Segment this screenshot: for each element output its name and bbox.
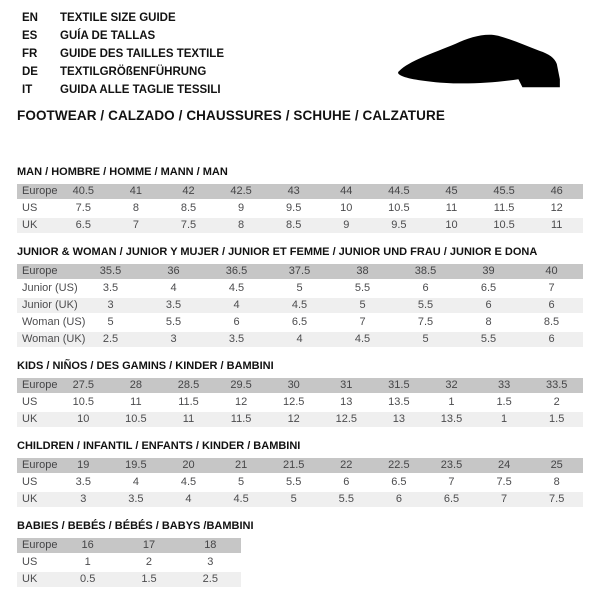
size-cell: 4 xyxy=(233,299,240,311)
size-cell: 6.5 xyxy=(480,282,497,294)
size-cell: 42 xyxy=(182,185,195,197)
size-tables xyxy=(17,166,583,600)
size-cell: 31.5 xyxy=(388,379,410,391)
size-cell: 0.5 xyxy=(80,573,96,585)
size-cell: 6 xyxy=(485,299,492,311)
size-cell: 11.5 xyxy=(230,413,252,425)
section-title-junior-woman: JUNIOR & WOMAN / JUNIOR Y MUJER / JUNIOR ET FEMME / JUNIOR UND FRAU / JUNIOR E DONA xyxy=(17,246,538,258)
language-code: ES xyxy=(22,30,38,42)
size-cell: 7 xyxy=(132,219,139,231)
size-cell: 4.5 xyxy=(180,476,197,488)
section-title-babies: BABIES / BEBÉS / BÉBÉS / BABYS /BAMBINI xyxy=(17,520,254,532)
size-cell: 1.5 xyxy=(141,573,157,585)
size-cell: 5 xyxy=(359,299,366,311)
size-cell: 4 xyxy=(185,493,192,505)
size-cell: 10.5 xyxy=(72,396,94,408)
size-cell: 7.5 xyxy=(417,316,434,328)
size-cell: 4 xyxy=(132,476,139,488)
size-cell: 8 xyxy=(553,476,560,488)
size-cell: 5 xyxy=(422,333,429,345)
row-label: Woman (UK) xyxy=(22,333,86,345)
size-table-man xyxy=(17,184,583,233)
size-cell: 8 xyxy=(132,202,139,214)
size-cell: 29.5 xyxy=(230,379,252,391)
row-label: UK xyxy=(22,413,38,425)
language-label: TEXTILGRÖßENFÜHRUNG xyxy=(60,66,207,78)
size-cell: 18 xyxy=(204,539,217,551)
category-title: FOOTWEAR / CALZADO / CHAUSSURES / SCHUHE / CALZATURE xyxy=(17,108,445,123)
size-cell: 6 xyxy=(233,316,240,328)
language-row-en xyxy=(22,9,224,27)
size-cell: 3 xyxy=(107,299,114,311)
size-cell: 4.5 xyxy=(233,493,249,505)
size-cell: 6.5 xyxy=(75,219,91,231)
size-cell: 21.5 xyxy=(282,459,305,471)
size-cell: 16 xyxy=(81,539,94,551)
size-cell: 10.5 xyxy=(493,219,515,231)
table-row-europe xyxy=(17,184,583,199)
size-cell: 5.5 xyxy=(480,333,497,345)
size-cell: 23.5 xyxy=(440,459,463,471)
size-cell: 7 xyxy=(448,476,455,488)
size-cell: 20 xyxy=(182,459,195,471)
size-cell: 7.5 xyxy=(549,493,565,505)
table-row-uk xyxy=(17,218,583,233)
table-row-junior-uk- xyxy=(17,298,583,313)
size-cell: 31 xyxy=(340,379,353,391)
size-cell: 24 xyxy=(497,459,511,471)
size-cell: 3.5 xyxy=(75,476,91,488)
row-label: Europe xyxy=(22,539,58,551)
table-row-europe xyxy=(17,458,583,473)
size-cell: 33.5 xyxy=(545,379,568,391)
size-cell: 30 xyxy=(287,379,300,391)
size-cell: 19 xyxy=(77,459,90,471)
size-cell: 10 xyxy=(77,413,90,425)
table-row-uk xyxy=(17,572,241,587)
size-cell: 10.5 xyxy=(388,202,410,214)
size-cell: 1 xyxy=(448,396,455,408)
dress-shoe-icon xyxy=(393,30,573,94)
section-title-children: CHILDREN / INFANTIL / ENFANTS / KINDER / BAMBINI xyxy=(17,440,301,452)
size-cell: 42.5 xyxy=(230,185,252,197)
size-cell: 10 xyxy=(340,202,353,214)
row-label: US xyxy=(22,202,38,214)
size-cell: 19.5 xyxy=(125,459,147,471)
table-row-europe xyxy=(17,538,241,553)
size-cell: 7 xyxy=(359,316,366,328)
size-cell: 3 xyxy=(207,556,214,568)
size-cell: 11.5 xyxy=(493,202,515,214)
size-cell: 21 xyxy=(234,459,248,471)
size-cell: 5.5 xyxy=(338,493,354,505)
table-row-europe xyxy=(17,264,583,279)
size-cell: 6 xyxy=(395,493,402,505)
size-cell: 9 xyxy=(343,219,350,231)
size-cell: 8 xyxy=(485,316,492,328)
size-cell: 4 xyxy=(170,282,177,294)
size-cell: 6 xyxy=(548,299,555,311)
language-code: DE xyxy=(22,66,38,78)
language-list xyxy=(22,9,224,99)
language-label: GUIDA ALLE TAGLIE TESSILI xyxy=(60,84,221,96)
table-row-woman-uk- xyxy=(17,332,583,347)
size-cell: 3 xyxy=(170,333,177,345)
row-label: Europe xyxy=(22,459,58,471)
section-junior-woman xyxy=(17,246,583,347)
section-children xyxy=(17,440,583,507)
size-cell: 37.5 xyxy=(288,265,311,277)
size-cell: 1.5 xyxy=(549,413,565,425)
size-cell: 39 xyxy=(482,265,495,277)
size-cell: 45 xyxy=(445,185,458,197)
size-cell: 12.5 xyxy=(282,396,305,408)
table-row-europe xyxy=(17,378,583,393)
section-title-kids: KIDS / NIÑOS / DES GAMINS / KINDER / BAMBINI xyxy=(17,360,274,372)
size-cell: 22 xyxy=(340,459,353,471)
size-table-babies xyxy=(17,538,241,587)
size-cell: 6.5 xyxy=(443,493,460,505)
size-cell: 32 xyxy=(445,379,458,391)
row-label: Europe xyxy=(22,185,58,197)
size-cell: 5 xyxy=(290,493,297,505)
size-cell: 11.5 xyxy=(178,396,199,408)
size-cell: 40.5 xyxy=(72,185,94,197)
size-cell: 6 xyxy=(548,333,555,345)
size-cell: 22.5 xyxy=(388,459,410,471)
language-label: GUIDE DES TAILLES TEXTILE xyxy=(60,48,224,60)
size-cell: 11 xyxy=(550,219,563,231)
size-cell: 13 xyxy=(340,396,353,408)
size-table-children xyxy=(17,458,583,507)
section-man xyxy=(17,166,583,233)
table-row-us xyxy=(17,555,241,570)
size-cell: 11 xyxy=(130,396,142,408)
size-cell: 46 xyxy=(550,185,563,197)
size-cell: 2.5 xyxy=(202,573,218,585)
size-cell: 12.5 xyxy=(335,413,357,425)
size-cell: 1 xyxy=(501,413,508,425)
size-cell: 28 xyxy=(129,379,143,391)
size-cell: 7.5 xyxy=(75,202,91,214)
size-cell: 12 xyxy=(550,202,563,214)
size-cell: 9.5 xyxy=(391,219,407,231)
size-cell: 17 xyxy=(142,539,156,551)
table-row-us xyxy=(17,475,583,490)
table-row-woman-us- xyxy=(17,315,583,330)
size-cell: 45.5 xyxy=(493,185,515,197)
language-code: EN xyxy=(22,12,38,24)
size-cell: 3.5 xyxy=(128,493,144,505)
size-cell: 44 xyxy=(340,185,353,197)
size-cell: 3.5 xyxy=(165,299,182,311)
size-cell: 11 xyxy=(445,202,458,214)
size-cell: 3.5 xyxy=(102,282,119,294)
size-cell: 10 xyxy=(445,219,458,231)
row-label: UK xyxy=(22,493,38,505)
size-cell: 6.5 xyxy=(291,316,308,328)
language-code: FR xyxy=(22,48,38,60)
size-cell: 5 xyxy=(296,282,303,294)
size-cell: 27.5 xyxy=(72,379,94,391)
size-cell: 7.5 xyxy=(496,476,512,488)
table-row-us xyxy=(17,201,583,216)
row-label: US xyxy=(22,476,38,488)
size-cell: 13.5 xyxy=(388,396,410,408)
language-row-fr xyxy=(22,45,224,63)
size-cell: 8.5 xyxy=(286,219,302,231)
size-cell: 7 xyxy=(501,493,508,505)
size-cell: 6 xyxy=(343,476,350,488)
size-cell: 11 xyxy=(182,413,195,425)
size-cell: 36 xyxy=(167,265,180,277)
row-label: Woman (US) xyxy=(22,316,86,328)
language-code: IT xyxy=(22,84,33,96)
language-row-de xyxy=(22,63,224,81)
table-row-uk xyxy=(17,492,583,507)
size-cell: 6.5 xyxy=(391,476,407,488)
size-cell: 5 xyxy=(238,476,245,488)
table-row-junior-us- xyxy=(17,281,583,296)
size-cell: 5.5 xyxy=(286,476,302,488)
size-cell: 4.5 xyxy=(291,299,308,311)
size-cell: 1.5 xyxy=(496,396,512,408)
table-row-us xyxy=(17,395,583,410)
size-cell: 3 xyxy=(80,493,87,505)
row-label: Junior (UK) xyxy=(22,299,78,311)
size-cell: 35.5 xyxy=(99,265,122,277)
size-cell: 5.5 xyxy=(354,282,371,294)
size-cell: 2 xyxy=(145,556,153,568)
row-label: US xyxy=(22,396,38,408)
size-cell: 43 xyxy=(287,185,300,197)
size-cell: 8.5 xyxy=(543,316,560,328)
size-cell: 1 xyxy=(84,556,91,568)
language-label: TEXTILE SIZE GUIDE xyxy=(60,12,176,24)
size-cell: 7.5 xyxy=(180,219,197,231)
row-label: UK xyxy=(22,219,38,231)
size-cell: 25 xyxy=(550,459,563,471)
size-cell: 36.5 xyxy=(225,265,248,277)
size-cell: 10.5 xyxy=(125,413,147,425)
size-cell: 4.5 xyxy=(354,333,371,345)
size-cell: 3.5 xyxy=(228,333,245,345)
size-cell: 13 xyxy=(392,413,406,425)
size-cell: 8 xyxy=(238,219,245,231)
size-cell: 4.5 xyxy=(228,282,245,294)
size-cell: 12 xyxy=(234,396,248,408)
row-label: US xyxy=(22,556,38,568)
size-cell: 2.5 xyxy=(102,333,119,345)
size-cell: 9 xyxy=(238,202,245,214)
size-cell: 6 xyxy=(422,282,429,294)
row-label: Junior (US) xyxy=(22,282,78,294)
size-cell: 5.5 xyxy=(417,299,434,311)
size-cell: 13.5 xyxy=(440,413,463,425)
size-cell: 40 xyxy=(545,265,558,277)
size-cell: 8.5 xyxy=(180,202,197,214)
size-cell: 41 xyxy=(129,185,143,197)
section-babies xyxy=(17,520,583,587)
language-row-it xyxy=(22,81,224,99)
size-cell: 5.5 xyxy=(165,316,182,328)
language-label: GUÍA DE TALLAS xyxy=(60,30,156,42)
row-label: UK xyxy=(22,573,38,585)
size-cell: 4 xyxy=(296,333,303,345)
size-cell: 9.5 xyxy=(286,202,302,214)
size-cell: 5 xyxy=(107,316,114,328)
size-table-junior-woman xyxy=(17,264,583,347)
size-cell: 12 xyxy=(287,413,300,425)
section-kids xyxy=(17,360,583,427)
size-table-kids xyxy=(17,378,583,427)
size-cell: 7 xyxy=(548,282,555,294)
size-cell: 38.5 xyxy=(414,265,437,277)
size-cell: 33 xyxy=(497,379,511,391)
table-row-uk xyxy=(17,412,583,427)
row-label: Europe xyxy=(22,379,58,391)
size-cell: 28.5 xyxy=(177,379,200,391)
language-row-es xyxy=(22,27,224,45)
size-cell: 44.5 xyxy=(388,185,410,197)
size-cell: 2 xyxy=(553,396,560,408)
row-label: Europe xyxy=(22,265,58,277)
size-cell: 38 xyxy=(356,265,369,277)
section-title-man: MAN / HOMBRE / HOMME / MANN / MAN xyxy=(17,166,228,178)
